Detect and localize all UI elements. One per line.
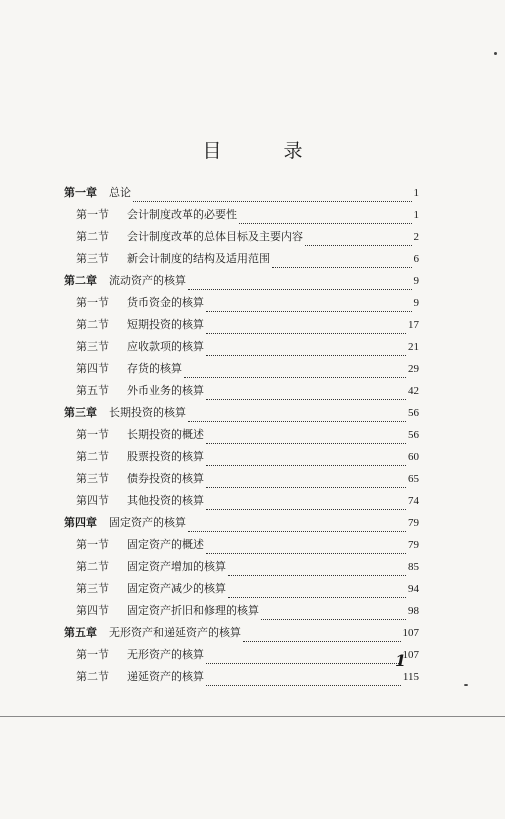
- toc-entry-number: 第一节: [76, 538, 109, 551]
- toc-section-row: [64, 558, 419, 580]
- scan-speck: [494, 52, 497, 55]
- toc-chapter-row: [64, 404, 419, 426]
- toc-leader-dots: [206, 677, 401, 686]
- toc-leader-dots: [272, 259, 412, 268]
- toc-entry-title: 长期投资的核算: [109, 406, 186, 419]
- toc-page-number: 6: [413, 253, 419, 265]
- page-number: 1: [395, 651, 407, 670]
- toc-entry-title: 股票投资的核算: [127, 450, 204, 463]
- toc-page-number: 115: [402, 671, 419, 683]
- toc-leader-dots: [133, 193, 412, 202]
- page-edge-rule: [0, 716, 505, 717]
- toc-entry-title: 无形资产和递延资产的核算: [109, 626, 241, 639]
- toc-chapter-row: [64, 624, 419, 646]
- toc-page-number: 21: [408, 341, 419, 353]
- toc-entry-title: 货币资金的核算: [127, 296, 204, 309]
- toc-leader-dots: [206, 325, 406, 334]
- toc-leader-dots: [243, 633, 401, 642]
- toc-entry-number: 第四节: [76, 362, 109, 375]
- page-title: 目 录: [202, 140, 331, 162]
- toc-entry-title: 流动资产的核算: [109, 274, 186, 287]
- toc-section-row: [64, 294, 419, 316]
- toc-chapter-row: [64, 514, 419, 536]
- toc-page-number: 56: [408, 429, 419, 441]
- toc-page-number: 9: [413, 297, 419, 309]
- toc-leader-dots: [239, 215, 412, 224]
- toc-entry-number: 第五章: [64, 626, 97, 639]
- toc-leader-dots: [261, 611, 406, 620]
- toc-page-number: 107: [402, 649, 419, 661]
- toc-page-number: 98: [408, 605, 419, 617]
- toc-entry-number: 第三节: [76, 340, 109, 353]
- toc-entry-title: 长期投资的概述: [127, 428, 204, 441]
- toc-entry-number: 第二节: [76, 230, 109, 243]
- toc-section-row: [64, 316, 419, 338]
- scan-speck: [464, 684, 468, 686]
- toc-page-number: 2: [413, 231, 419, 243]
- toc-section-row: [64, 228, 419, 250]
- toc-section-row: [64, 250, 419, 272]
- table-of-contents: [64, 184, 419, 690]
- toc-entry-number: 第三节: [76, 252, 109, 265]
- toc-leader-dots: [206, 435, 406, 444]
- toc-section-row: [64, 382, 419, 404]
- toc-section-row: [64, 338, 419, 360]
- toc-page-number: 94: [408, 583, 419, 595]
- toc-page-number: 60: [408, 451, 419, 463]
- toc-section-row: [64, 206, 419, 228]
- toc-entry-title: 递延资产的核算: [127, 670, 204, 683]
- toc-page-number: 107: [402, 627, 419, 639]
- toc-leader-dots: [206, 391, 406, 400]
- toc-section-row: [64, 426, 419, 448]
- toc-entry-number: 第一章: [64, 186, 97, 199]
- toc-section-row: [64, 470, 419, 492]
- toc-section-row: [64, 646, 419, 668]
- toc-section-row: [64, 492, 419, 514]
- toc-entry-number: 第二节: [76, 670, 109, 683]
- toc-section-row: [64, 668, 419, 690]
- toc-page-number: 79: [408, 517, 419, 529]
- toc-entry-number: 第二章: [64, 274, 97, 287]
- toc-entry-title: 外币业务的核算: [127, 384, 204, 397]
- toc-section-row: [64, 536, 419, 558]
- toc-section-row: [64, 580, 419, 602]
- toc-entry-title: 固定资产的核算: [109, 516, 186, 529]
- toc-page-number: 9: [413, 275, 419, 287]
- toc-entry-number: 第三节: [76, 582, 109, 595]
- toc-entry-title: 新会计制度的结构及适用范围: [127, 252, 270, 265]
- toc-leader-dots: [184, 369, 406, 378]
- toc-page-number: 17: [408, 319, 419, 331]
- toc-entry-title: 固定资产减少的核算: [127, 582, 226, 595]
- toc-entry-title: 存货的核算: [127, 362, 182, 375]
- toc-section-row: [64, 448, 419, 470]
- toc-entry-title: 无形资产的核算: [127, 648, 204, 661]
- toc-entry-number: 第五节: [76, 384, 109, 397]
- toc-entry-title: 总论: [109, 186, 131, 199]
- toc-entry-number: 第一节: [76, 648, 109, 661]
- toc-page-number: 65: [408, 473, 419, 485]
- toc-leader-dots: [206, 479, 406, 488]
- toc-leader-dots: [206, 655, 401, 664]
- toc-page-number: 1: [413, 187, 419, 199]
- toc-entry-title: 其他投资的核算: [127, 494, 204, 507]
- toc-leader-dots: [228, 567, 406, 576]
- toc-leader-dots: [206, 501, 406, 510]
- toc-page-number: 85: [408, 561, 419, 573]
- toc-section-row: [64, 360, 419, 382]
- toc-entry-number: 第三节: [76, 472, 109, 485]
- toc-page-number: 74: [408, 495, 419, 507]
- toc-entry-title: 会计制度改革的总体目标及主要内容: [127, 230, 303, 243]
- toc-entry-number: 第二节: [76, 450, 109, 463]
- toc-entry-number: 第一节: [76, 208, 109, 221]
- toc-entry-number: 第一节: [76, 296, 109, 309]
- toc-leader-dots: [206, 303, 412, 312]
- toc-page-number: 79: [408, 539, 419, 551]
- toc-page-number: 42: [408, 385, 419, 397]
- toc-entry-number: 第四章: [64, 516, 97, 529]
- toc-page-number: 1: [413, 209, 419, 221]
- toc-entry-number: 第一节: [76, 428, 109, 441]
- toc-leader-dots: [206, 347, 406, 356]
- toc-entry-title: 会计制度改革的必要性: [127, 208, 237, 221]
- toc-entry-title: 短期投资的核算: [127, 318, 204, 331]
- toc-leader-dots: [206, 545, 406, 554]
- toc-entry-number: 第四节: [76, 604, 109, 617]
- toc-leader-dots: [188, 413, 406, 422]
- toc-entry-title: 债券投资的核算: [127, 472, 204, 485]
- toc-entry-title: 固定资产折旧和修理的核算: [127, 604, 259, 617]
- toc-entry-number: 第二节: [76, 318, 109, 331]
- toc-entry-title: 固定资产增加的核算: [127, 560, 226, 573]
- toc-chapter-row: [64, 184, 419, 206]
- toc-page-number: 29: [408, 363, 419, 375]
- toc-leader-dots: [188, 281, 412, 290]
- toc-entry-number: 第四节: [76, 494, 109, 507]
- toc-leader-dots: [206, 457, 406, 466]
- toc-chapter-row: [64, 272, 419, 294]
- toc-entry-title: 固定资产的概述: [127, 538, 204, 551]
- toc-page-number: 56: [408, 407, 419, 419]
- toc-leader-dots: [228, 589, 406, 598]
- toc-section-row: [64, 602, 419, 624]
- toc-entry-title: 应收款项的核算: [127, 340, 204, 353]
- toc-leader-dots: [305, 237, 412, 246]
- toc-entry-number: 第三章: [64, 406, 97, 419]
- toc-entry-number: 第二节: [76, 560, 109, 573]
- toc-leader-dots: [188, 523, 406, 532]
